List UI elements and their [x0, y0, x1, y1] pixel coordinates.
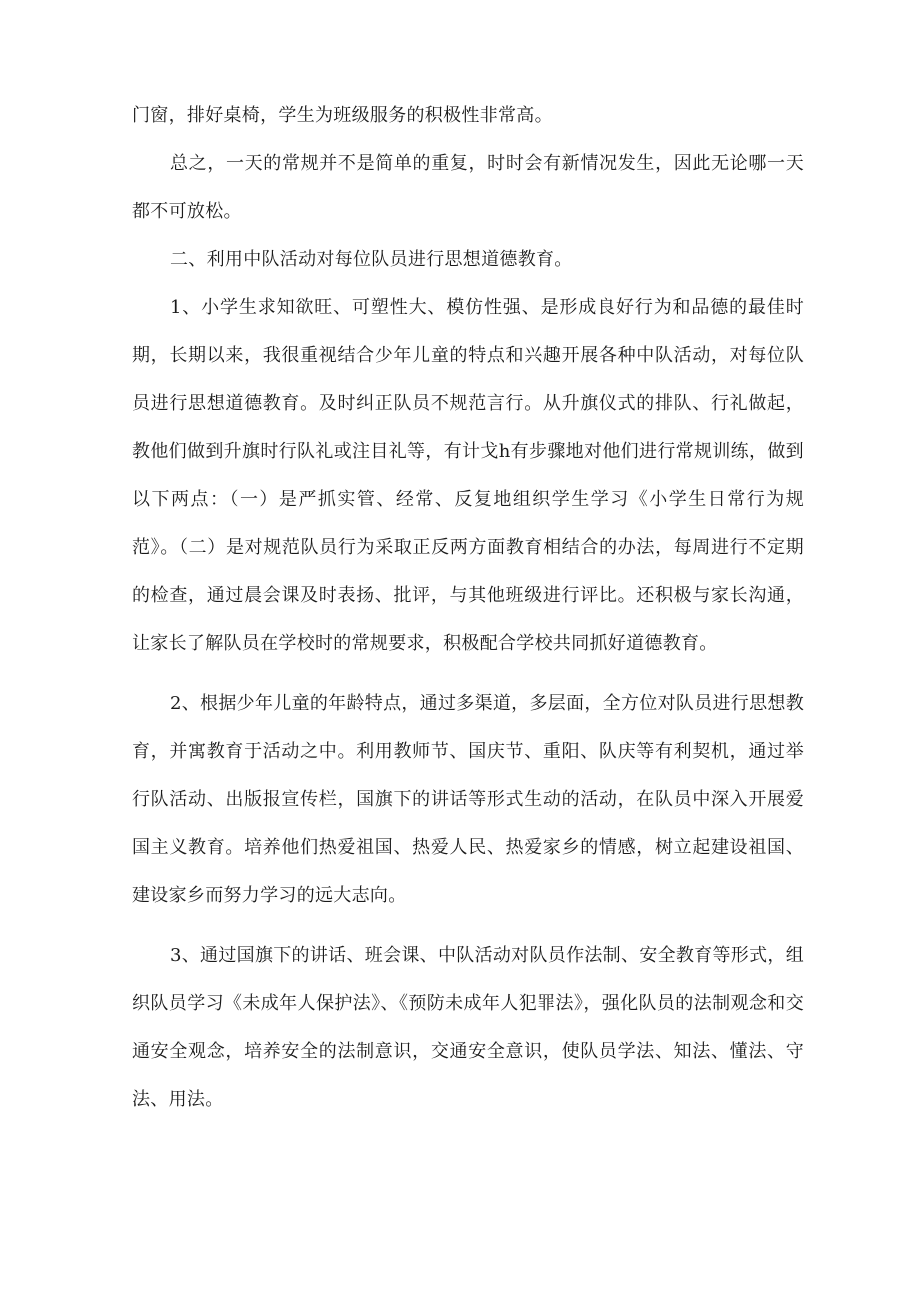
section-heading: 二、利用中队活动对每位队员进行思想道德教育。	[170, 249, 573, 270]
paragraph-item-1: 1、小学生求知欲旺、可塑性大、模仿性强、是形成良好行为和品德的最佳时期，长期以来，我很重视结合少年儿童的特点和兴趣开展各种中队活动，对每位队员进行思想道德教育。及时纠正队员不规范言行。从升旗仪式的排队、行礼做起，教他们做到升旗时行队礼或注目礼等，有计戈h有步骤地对他们进行常规训练，做到以下两点：（一）是严抓实管、经常、反复地组织学生学习《小学生日常行为规范》。（二）是对规范队员行为采取正反两方面教育相结合的办法，每周进行不定期的检查，通过晨会课及时表扬、批评，与其他班级进行评比。还积极与家长沟通，让家长了解队员在学校时的常规要求，积极配合学校共同抓好道德教育。	[132, 297, 804, 654]
document-body	[132, 92, 804, 1124]
paragraph-gap	[132, 920, 804, 932]
paragraph-item-3: 3、通过国旗下的讲话、班会课、中队活动对队员作法制、安全教育等形式，组织队员学习《未成年人保护法》、《预防未成年人犯罪法》，强化队员的法制观念和交通安全观念，培养安全的法制意识，交通安全意识，使队员学法、知法、懂法、守法、用法。	[132, 945, 804, 1110]
paragraph-gap	[132, 668, 804, 680]
paragraph-item-2: 2、根据少年儿童的年龄特点，通过多渠道，多层面，全方位对队员进行思想教育，并寓教育于活动之中。利用教师节、国庆节、重阳、队庆等有利契机，通过举行队活动、出版报宣传栏，国旗下的讲话等形式生动的活动，在队员中深入开展爱国主义教育。培养他们热爱祖国、热爱人民、热爱家乡的情感，树立起建设祖国、建设家乡而努力学习的远大志向。	[132, 693, 804, 906]
paragraph-summary: 总之，一天的常规并不是简单的重复，时时会有新情况发生，因此无论哪一天都不可放松。	[132, 153, 804, 222]
paragraph-continuation: 门窗，排好桌椅，学生为班级服务的积极性非常高。	[132, 105, 553, 126]
